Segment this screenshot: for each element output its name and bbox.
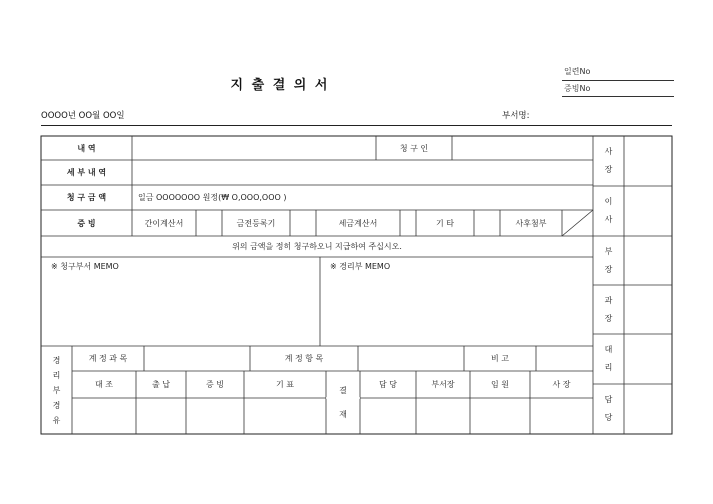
proof-other: 기 타 bbox=[436, 218, 454, 228]
proof-tax-invoice-check[interactable] bbox=[400, 210, 416, 236]
content-label: 내 역 bbox=[77, 143, 96, 153]
approval-assistant-manager: 대 리 bbox=[604, 345, 613, 372]
memo-accounting-dept[interactable]: ※ 경리부 MEMO bbox=[330, 262, 391, 271]
proof-tax-invoice: 세금계산서 bbox=[338, 218, 378, 228]
claimant-label: 청 구 인 bbox=[399, 143, 429, 153]
proof-other-check[interactable] bbox=[474, 210, 500, 236]
sign-president-col: 사 장 bbox=[552, 380, 571, 389]
approval-manager: 과 장 bbox=[604, 295, 613, 323]
date-text: OOOO년 OO월 OO일 bbox=[41, 111, 125, 121]
proof-cash-register: 금전등록기 bbox=[236, 218, 276, 228]
approval-general-manager: 부 장 bbox=[604, 246, 613, 274]
sign-executive-col: 임 원 bbox=[491, 380, 509, 389]
approval-staff: 담 당 bbox=[604, 395, 613, 422]
memo-request-dept[interactable]: ※ 청구부서 MEMO bbox=[51, 262, 119, 271]
proof-simple-invoice: 간이계산서 bbox=[144, 218, 184, 228]
approval-label: 결 재 bbox=[339, 385, 347, 419]
entry-col: 기 표 bbox=[276, 380, 294, 389]
amount-text[interactable]: 일금 OOOOOOO 원정(₩ O,OOO,OOO ) bbox=[138, 193, 287, 202]
proof-post-attach: 사후첨부 bbox=[515, 218, 547, 228]
approval-director: 이 사 bbox=[604, 197, 613, 224]
detail-field[interactable] bbox=[132, 160, 593, 185]
proof-cash-register-check[interactable] bbox=[290, 210, 316, 236]
claimant-field[interactable] bbox=[452, 136, 593, 160]
request-text: 위의 금액을 정히 청구하오니 지급하여 주십시오. bbox=[232, 242, 402, 251]
accounting-side-label: 경 리 부 경 유 bbox=[52, 355, 61, 425]
dept-label: 부서명: bbox=[502, 111, 530, 121]
serial-no-field[interactable]: 일련No bbox=[562, 63, 674, 81]
approval-president: 사 장 bbox=[604, 147, 613, 174]
account-subject-label: 계 정 과 목 bbox=[88, 354, 128, 363]
remarks-label: 비 고 bbox=[491, 354, 509, 363]
proof-label: 증 빙 bbox=[77, 218, 96, 228]
cashier-col: 출 납 bbox=[152, 380, 170, 389]
detail-label: 세 부 내 역 bbox=[66, 168, 107, 177]
sign-staff-col: 담 당 bbox=[379, 380, 397, 389]
amount-label: 청 구 금 액 bbox=[66, 193, 107, 202]
voucher-col: 증 빙 bbox=[206, 380, 224, 389]
form-title: 지 출 결 의 서 bbox=[230, 78, 330, 93]
content-field[interactable] bbox=[132, 136, 376, 160]
verify-col: 대 조 bbox=[95, 380, 113, 389]
doc-no-field[interactable]: 증빙No bbox=[562, 81, 674, 97]
account-item-label: 계 정 항 목 bbox=[284, 354, 324, 363]
sign-dept-head-col: 부서장 bbox=[431, 380, 455, 389]
proof-simple-invoice-check[interactable] bbox=[196, 210, 222, 236]
